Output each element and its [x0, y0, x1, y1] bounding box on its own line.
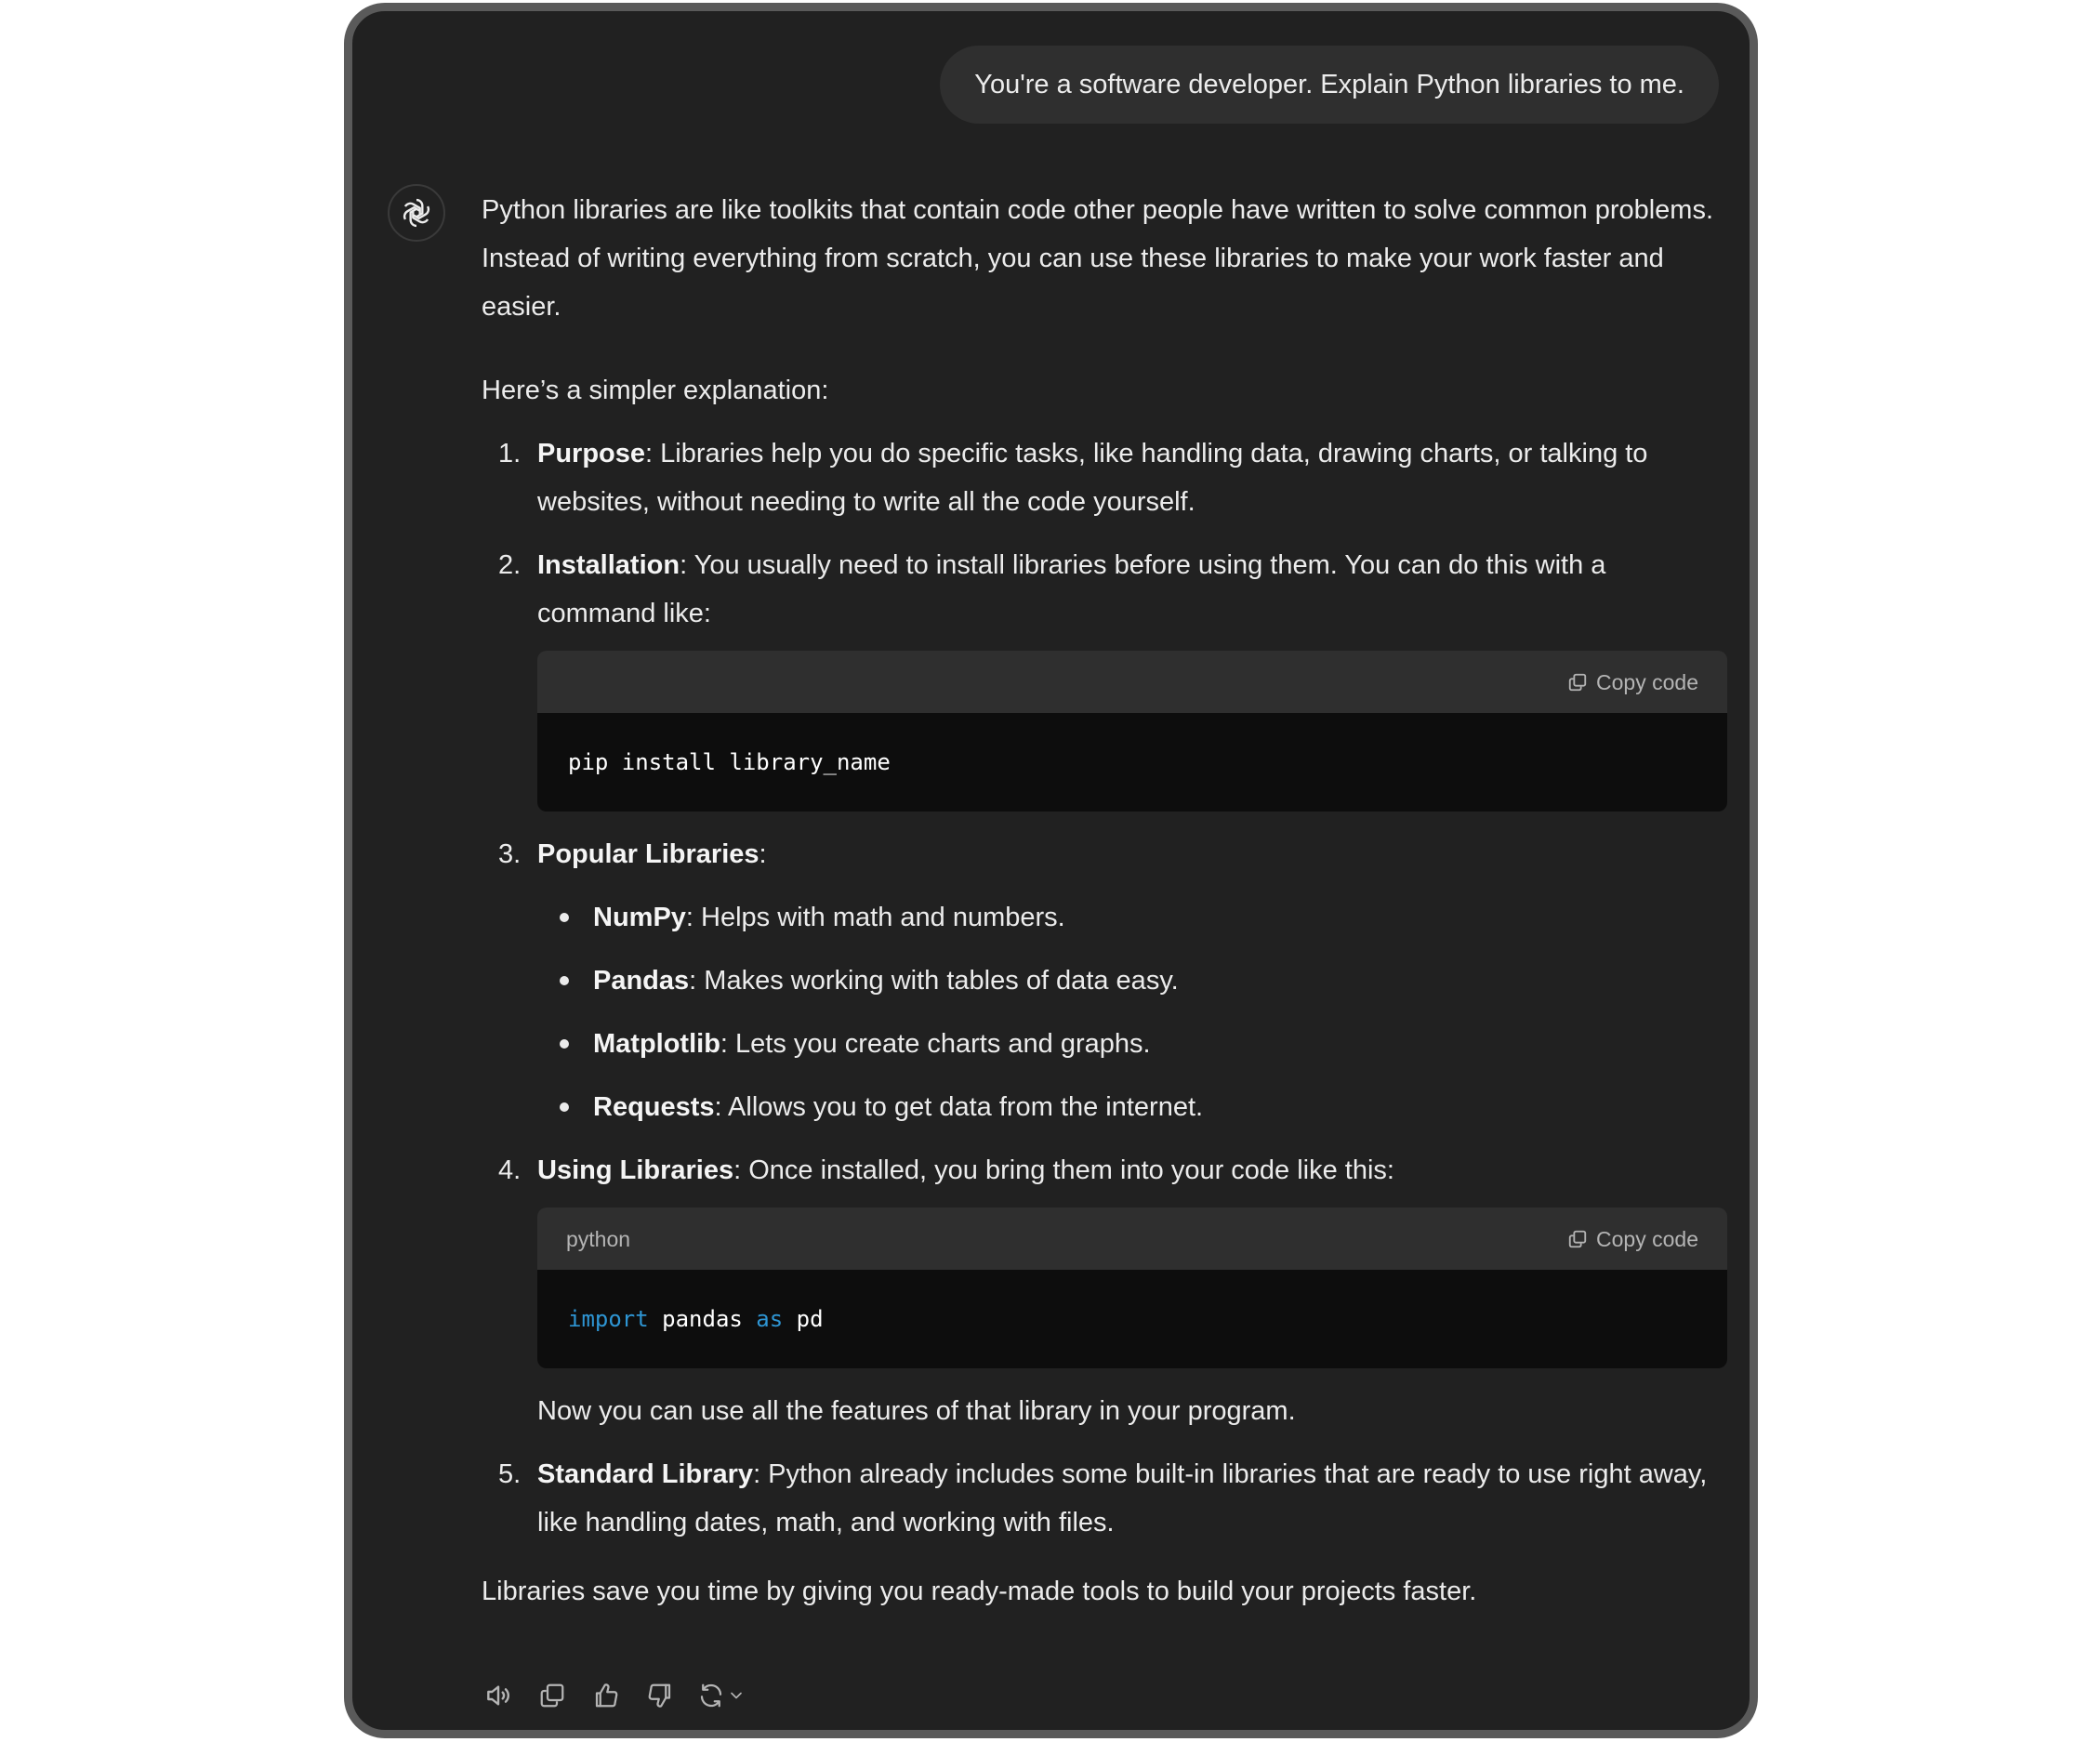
library-name: Matplotlib: [593, 1029, 720, 1059]
list-number: 4.: [498, 1155, 522, 1185]
closing-paragraph: Libraries save you time by giving you ready-made tools to build your projects faster.: [482, 1577, 1477, 1606]
assistant-message: [482, 186, 1727, 1616]
list-number: 1.: [498, 439, 522, 468]
item-title: Popular Libraries: [537, 839, 759, 869]
code-alias: pd: [783, 1306, 824, 1332]
list-item: [482, 541, 1727, 812]
library-text: : Helps with math and numbers.: [685, 903, 1065, 932]
code-block-install: [537, 651, 1727, 812]
code-content[interactable]: [537, 713, 1727, 812]
library-item: [537, 957, 1727, 1005]
code-block-header: [537, 651, 1727, 713]
library-item: [537, 1020, 1727, 1068]
openai-logo-icon: [399, 195, 434, 231]
library-name: Pandas: [593, 966, 690, 996]
thumbs-down-icon: [646, 1682, 674, 1709]
thumbs-up-icon: [592, 1682, 620, 1709]
library-name: Requests: [593, 1092, 715, 1122]
user-message-text: You're a software developer. Explain Python libraries to me.: [974, 69, 1684, 99]
list-item: [482, 1450, 1727, 1547]
code-block-python: [537, 1208, 1727, 1368]
speaker-icon: [483, 1681, 513, 1710]
simpler-paragraph: Here’s a simpler explanation:: [482, 376, 829, 405]
item-title: Installation: [537, 550, 680, 580]
code-language-label: python: [566, 1226, 631, 1251]
library-item: [537, 1083, 1727, 1131]
item-text: : Libraries help you do specific tasks, like handling data, drawing charts, or talking to websites, without needing to write all the code yourself.: [537, 439, 1648, 517]
copy-icon: [1567, 672, 1588, 693]
code-block-header: [537, 1208, 1727, 1270]
copy-icon: [538, 1682, 566, 1709]
item-text: :: [759, 839, 767, 869]
item-text: : Python already includes some built-in libraries that are ready to use right away, like handling dates, math, and working with files.: [537, 1459, 1708, 1537]
item-title: Using Libraries: [537, 1155, 734, 1185]
library-name: NumPy: [593, 903, 686, 932]
after-code-paragraph: Now you can use all the features of that library in your program.: [537, 1396, 1296, 1426]
assistant-avatar: [388, 184, 445, 242]
code-keyword-import: import: [568, 1306, 649, 1332]
item-text: : You usually need to install libraries before using them. You can do this with a command like:: [537, 550, 1606, 628]
code-content[interactable]: [537, 1270, 1727, 1368]
copy-code-button[interactable]: [1567, 658, 1698, 706]
code-keyword-as: as: [756, 1306, 784, 1332]
list-number: 2.: [498, 550, 522, 580]
regenerate-button[interactable]: [697, 1682, 746, 1709]
library-item: [537, 893, 1727, 942]
copy-code-label: Copy code: [1596, 669, 1698, 694]
library-text: : Allows you to get data from the internet.: [714, 1092, 1204, 1122]
item-title: Purpose: [537, 439, 646, 468]
item-title: Standard Library: [537, 1459, 754, 1489]
code-module: pandas: [648, 1306, 757, 1332]
regenerate-icon: [697, 1682, 725, 1709]
list-item: [482, 1146, 1727, 1435]
copy-message-button[interactable]: [535, 1679, 569, 1712]
item-text: : Once installed, you bring them into your code like this:: [733, 1155, 1394, 1185]
list-number: 3.: [498, 839, 522, 869]
copy-code-button[interactable]: [1567, 1215, 1698, 1263]
steps-list: [482, 429, 1727, 1547]
list-item: [482, 429, 1727, 526]
libraries-list: [537, 893, 1727, 1131]
chat-window: [344, 3, 1758, 1738]
copy-icon: [1567, 1229, 1588, 1249]
code-line: pip install library_name: [568, 749, 891, 775]
library-text: : Makes working with tables of data easy.: [689, 966, 1179, 996]
library-text: : Lets you create charts and graphs.: [720, 1029, 1151, 1059]
user-message-bubble: [940, 46, 1719, 124]
chevron-down-icon: [727, 1686, 746, 1705]
bad-response-button[interactable]: [643, 1679, 677, 1712]
good-response-button[interactable]: [589, 1679, 623, 1712]
copy-code-label: Copy code: [1596, 1226, 1698, 1251]
read-aloud-button[interactable]: [482, 1679, 515, 1712]
list-item: [482, 830, 1727, 1131]
intro-paragraph: Python libraries are like toolkits that contain code other people have written to solve common problems. Instead of writing everything from scratch, you can use these libraries to make your work faster and easier.: [482, 195, 1714, 322]
message-actions: [482, 1679, 746, 1712]
list-number: 5.: [498, 1459, 522, 1489]
